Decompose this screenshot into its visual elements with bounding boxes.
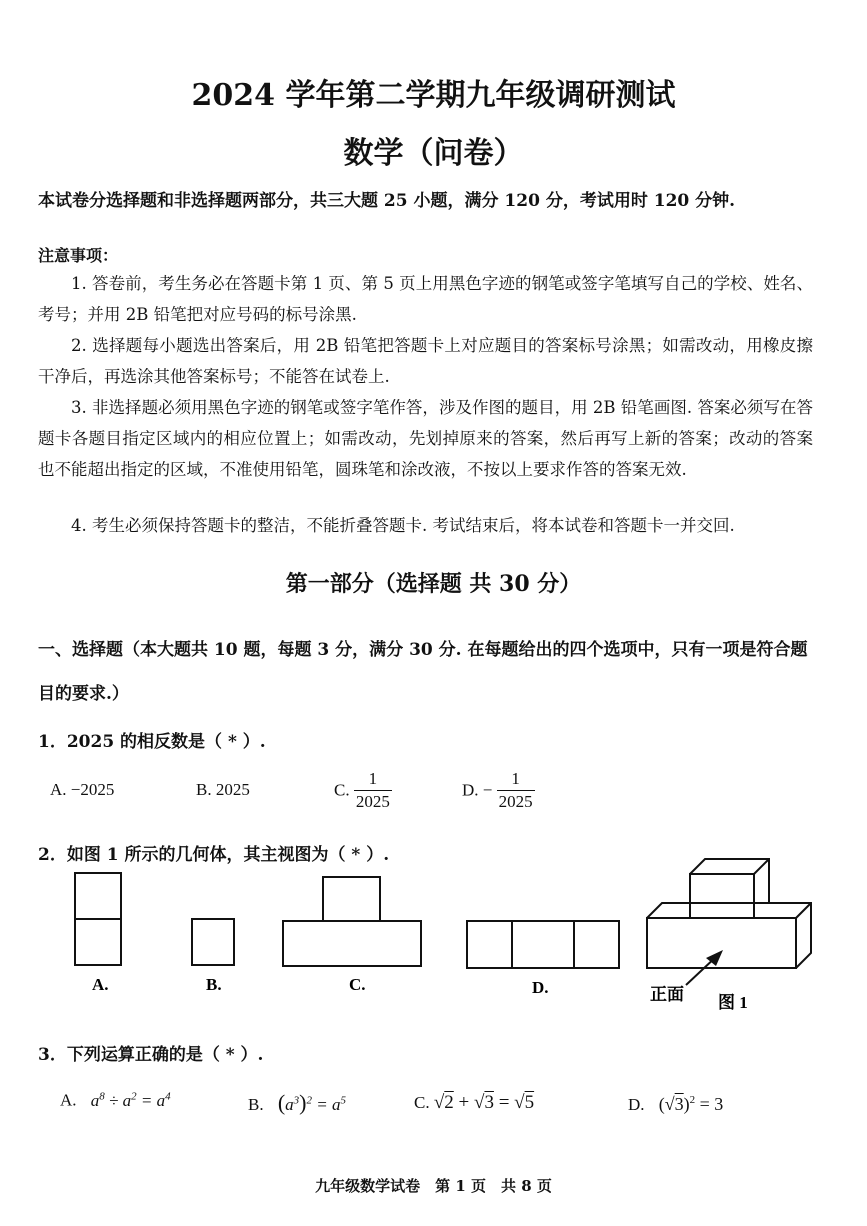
q3-option-b-label: B.: [248, 1095, 264, 1114]
q3-option-d-label: D.: [628, 1095, 645, 1114]
q1-option-c-label: C.: [334, 780, 350, 800]
section-heading: 一、选择题（本大题共 10 题，每题 3 分，满分 30 分. 在每题给出的四个选项中，只有一项是符合题目的要求.）: [38, 640, 808, 704]
q2-label-a: A.: [92, 975, 109, 994]
option-c-shape-bottom: [283, 921, 421, 966]
page-footer: 九年级数学试卷 第 1 页 共 8 页: [315, 1177, 552, 1195]
q1-option-c: [334, 768, 392, 813]
option-a-shape-top: [75, 873, 121, 919]
q3-option-a-expr: $a^8 \div a^2 = a^4$: [90, 1090, 171, 1110]
part-heading: 第一部分（选择题 共 30 分）: [285, 571, 582, 597]
option-d-shape: [467, 921, 619, 968]
q1-option-d: [462, 768, 535, 813]
option-a-shape-bottom: [75, 919, 121, 965]
question-2-figures: [0, 850, 867, 1020]
option-c-shape-top: [323, 877, 380, 921]
q1-option-a: A. −2025: [50, 780, 115, 799]
q3-option-c-expr: √2 + √3 = √5: [433, 1092, 535, 1113]
exam-title: 2024 学年第二学期九年级调研测试: [191, 78, 676, 113]
figure-1-solid: [647, 859, 811, 968]
fraction-numerator: 1: [511, 769, 520, 788]
fraction-numerator: 1: [368, 769, 378, 788]
q3-option-a-label: A.: [60, 1090, 77, 1110]
figure-label: 图 1: [718, 993, 748, 1012]
fraction: [354, 768, 392, 813]
exam-intro: 本试卷分选择题和非选择题两部分，共三大题 25 小题，满分 120 分，考试用时 120 分钟.: [38, 191, 736, 211]
q3-option-b-expr: $(a^3)^2 = a^5$: [277, 1090, 346, 1115]
notice-item-4: 4. 考生必须保持答题卡的整洁，不能折叠答题卡. 考试结束后，将本试卷和答题卡一并交回.: [71, 516, 735, 535]
front-label: 正面: [650, 985, 684, 1004]
option-b-shape: [192, 919, 234, 965]
notice-heading: 注意事项：: [38, 246, 119, 265]
notice-item-3: 3. 非选择题必须用黑色字迹的钢笔或签字笔作答，涉及作图的题目，用 2B 铅笔画图. 答案必须写在答题卡各题目指定区域内的相应位置上；如需改动，先划掉原来的答案，然后再写上新的答案；改动的答案也不能超出指定的区域，不准使用铅笔，圆珠笔和涂改液，不按以上要求作答的答案无效.: [38, 398, 813, 479]
q3-option-b: [248, 1090, 346, 1116]
q2-label-c: C.: [349, 975, 366, 994]
question-3-stem: 3．下列运算正确的是（ * ）.: [38, 1045, 264, 1065]
q3-option-d-expr: $(√3)^2 = 3$: [658, 1094, 724, 1114]
q1-option-b: B. 2025: [196, 780, 250, 799]
notice-item-1: 1. 答卷前，考生务必在答题卡第 1 页、第 5 页上用黑色字迹的钢笔或签字笔填写自己的学校、姓名、考号；并用 2B 铅笔把对应号码的标号涂黑.: [38, 274, 813, 324]
fraction: [497, 768, 535, 813]
q3-option-a: [60, 1090, 171, 1111]
q2-label-b: B.: [206, 975, 222, 994]
question-1-stem: 1．2025 的相反数是（ * ）.: [38, 732, 266, 752]
exam-subtitle: 数学（问卷）: [343, 136, 524, 171]
notice-item-2: 2. 选择题每小题选出答案后，用 2B 铅笔把答题卡上对应题目的答案标号涂黑；如需改动，用橡皮擦干净后，再选涂其他答案标号；不能答在试卷上.: [38, 336, 813, 386]
q3-option-c: [414, 1092, 534, 1114]
q1-option-d-label: D. −: [462, 780, 493, 800]
q3-option-d: [628, 1094, 723, 1115]
q2-label-d: D.: [532, 978, 549, 997]
question-2-stem: 2．如图 1 所示的几何体，其主视图为（ * ）.: [38, 845, 390, 865]
q3-option-c-label: C.: [414, 1093, 430, 1112]
fraction-denominator: 2025: [498, 792, 533, 811]
fraction-denominator: 2025: [355, 792, 390, 811]
